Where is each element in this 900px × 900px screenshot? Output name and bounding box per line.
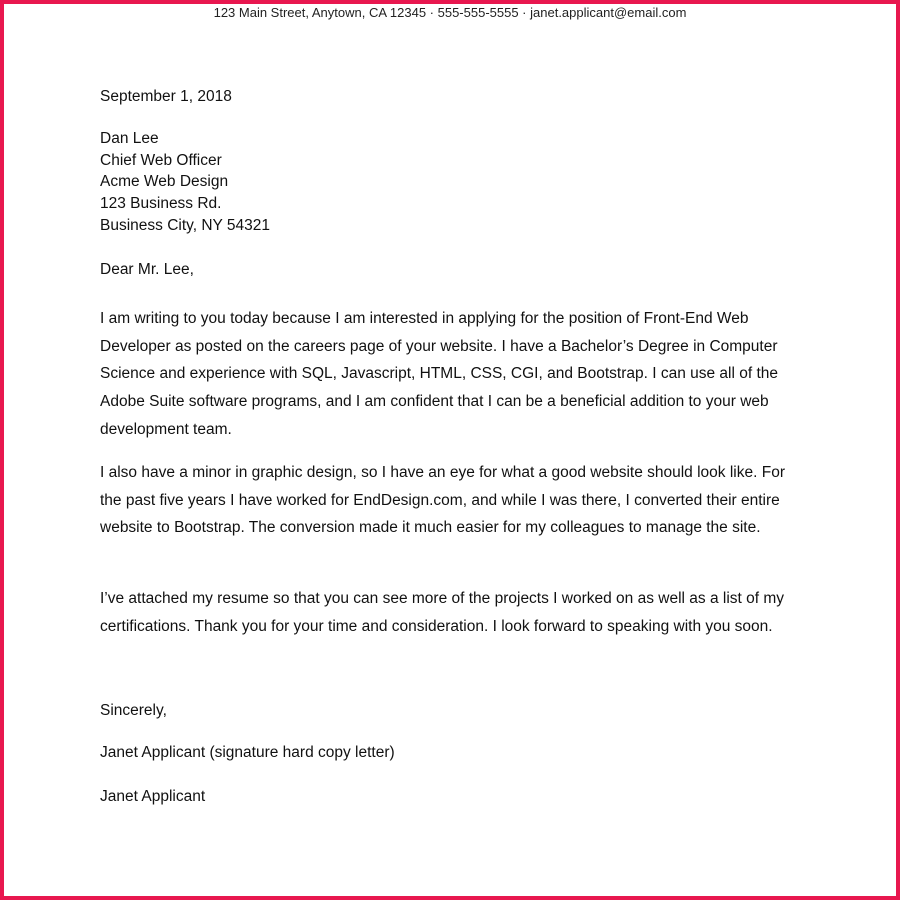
recipient-street: 123 Business Rd. [100,195,222,213]
body-paragraph-3: I’ve attached my resume so that you can see more of the projects I worked on as well as a list of my certifications. Thank you for your time and consideration. I look forward to speaking with you soon. [100,590,785,635]
signer-name: Janet Applicant [100,788,206,805]
body-paragraph-1: I am writing to you today because I am interested in applying for the position of Front-End Web Developer as posted on the careers page of your website. I have a Bachelor’s Degree in Computer Science and experience with SQL, Javascript, HTML, CSS, CGI, and Bootstrap. I can use all of the Adobe Suite software programs, and I am confident that I can be a beneficial addition to your web development team. [100,310,779,438]
recipient-company: Acme Web Design [100,173,229,191]
body-paragraph-2: I also have a minor in graphic design, so I have an eye for what a good website should look like. For the past five years I have worked for EndDesign.com, and while I was there, I converted their entire website to Bootstrap. The conversion made it much easier for my colleagues to manage the site. [100,464,785,537]
closing: Sincerely, [100,702,167,719]
contact-header: 123 Main Street, Anytown, CA 12345 · 555-555-5555 · janet.applicant@email.com [213,5,687,20]
recipient-name: Dan Lee [100,130,159,147]
signature-note: Janet Applicant (signature hard copy letter) [100,744,395,761]
recipient-title: Chief Web Officer [100,151,222,169]
recipient-address-block [100,128,270,237]
salutation: Dear Mr. Lee, [100,261,194,278]
recipient-city-state-zip: Business City, NY 54321 [100,216,271,234]
letter-date: September 1, 2018 [100,88,232,105]
